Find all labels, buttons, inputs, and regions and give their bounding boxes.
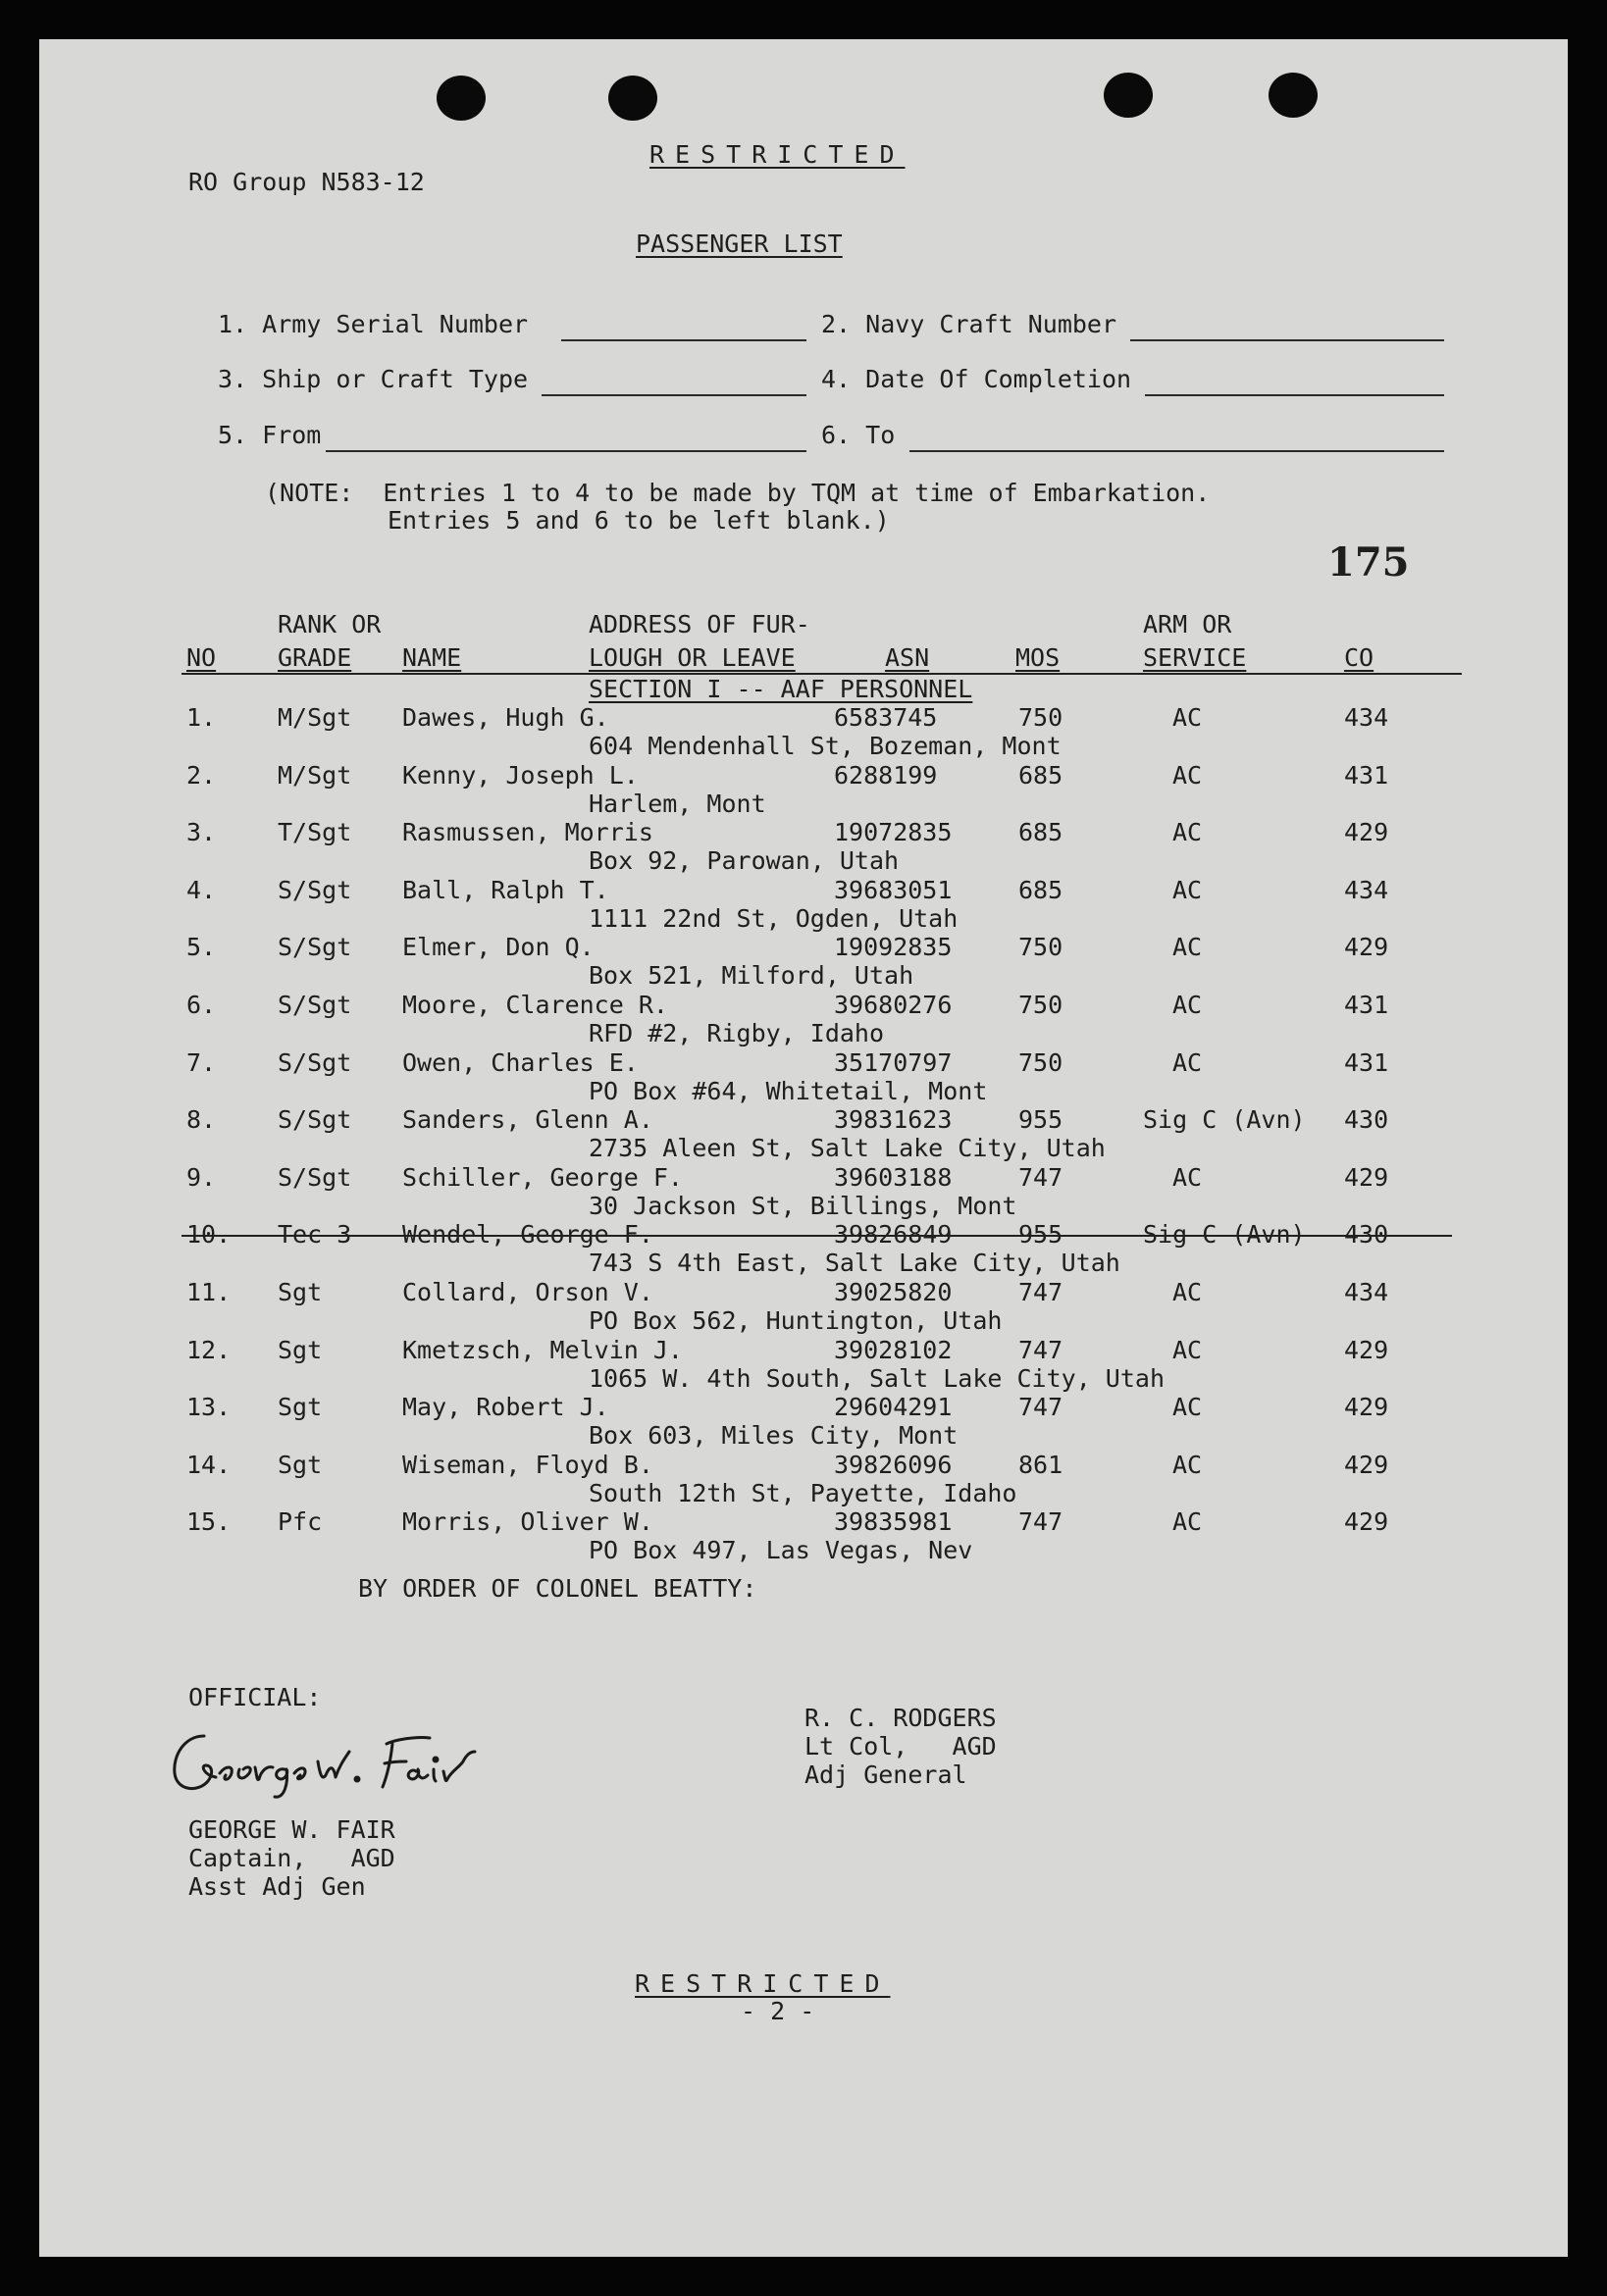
commander-title: Adj General	[804, 1760, 967, 1789]
cell-mos: 750	[1018, 1047, 1063, 1077]
cell-address: 604 Mendenhall St, Bozeman, Mont	[589, 732, 1062, 760]
cell-no: 12.	[186, 1335, 232, 1364]
header-arm-1: ARM OR	[1143, 610, 1232, 638]
header-mos: MOS	[1015, 643, 1061, 672]
cell-co: 429	[1344, 1393, 1389, 1422]
cell-arm: AC	[1172, 1278, 1203, 1306]
table-row	[39, 1163, 1568, 1220]
table-row	[39, 876, 1568, 933]
commander-name: R. C. RODGERS	[804, 1704, 997, 1732]
cell-rank: S/Sgt	[278, 1105, 352, 1135]
cell-asn: 39025820	[834, 1278, 953, 1306]
cell-asn: 29604291	[834, 1393, 953, 1422]
cell-name: Rasmussen, Morris	[402, 818, 653, 847]
cell-address: 1111 22nd St, Ogden, Utah	[589, 903, 959, 933]
cell-address: South 12th St, Payette, Idaho	[589, 1478, 1017, 1507]
cell-co: 430	[1344, 1220, 1389, 1250]
official-title: Asst Adj Gen	[188, 1872, 366, 1901]
cell-asn: 19092835	[834, 933, 953, 962]
table-row	[39, 761, 1568, 818]
field-label-from: 5. From	[218, 421, 322, 449]
cell-rank: Tec 3	[278, 1220, 352, 1250]
cell-asn: 39603188	[834, 1162, 953, 1192]
cell-name: Morris, Oliver W.	[402, 1507, 653, 1537]
field-label-army-serial: 1. Army Serial Number	[218, 310, 529, 338]
cell-co: 434	[1344, 703, 1389, 732]
cell-co: 429	[1344, 1450, 1389, 1479]
order-line: BY ORDER OF COLONEL BEATTY:	[358, 1574, 757, 1603]
official-label: OFFICIAL:	[188, 1683, 322, 1711]
table-row	[39, 1278, 1568, 1335]
document-title: PASSENGER LIST	[636, 230, 843, 258]
cell-address: Box 92, Parowan, Utah	[589, 846, 900, 876]
cell-address: PO Box #64, Whitetail, Mont	[589, 1076, 988, 1105]
classification-header: RESTRICTED	[649, 140, 906, 169]
cell-asn: 39826096	[834, 1450, 953, 1479]
table-row	[39, 1105, 1568, 1162]
section-heading: SECTION I -- AAF PERSONNEL	[589, 675, 973, 703]
table-row	[39, 818, 1568, 875]
cell-rank: M/Sgt	[278, 760, 352, 790]
cell-arm: AC	[1172, 991, 1203, 1019]
cell-co: 429	[1344, 933, 1389, 962]
commander-rank: Lt Col, AGD	[804, 1732, 997, 1760]
cell-asn: 39826849	[834, 1220, 953, 1250]
cell-arm: Sig C (Avn)	[1143, 1105, 1306, 1135]
cell-asn: 39028102	[834, 1335, 953, 1364]
field-navy-craft[interactable]	[1130, 339, 1444, 341]
signature-image	[165, 1708, 518, 1801]
cell-no: 7.	[186, 1047, 217, 1077]
header-rank-1: RANK OR	[278, 610, 382, 638]
cell-no: 6.	[186, 991, 217, 1019]
cell-mos: 750	[1018, 991, 1063, 1019]
cell-arm: AC	[1172, 1393, 1203, 1422]
cell-name: Kenny, Joseph L.	[402, 760, 639, 790]
field-ship-type[interactable]	[542, 394, 806, 396]
cell-rank: Sgt	[278, 1450, 323, 1479]
cell-co: 431	[1344, 760, 1389, 790]
cell-address: 743 S 4th East, Salt Lake City, Utah	[589, 1249, 1120, 1278]
cell-arm: AC	[1172, 875, 1203, 904]
cell-name: Kmetzsch, Melvin J.	[402, 1335, 683, 1364]
cell-address: 1065 W. 4th South, Salt Lake City, Utah	[589, 1363, 1165, 1393]
official-rank: Captain, AGD	[188, 1844, 395, 1872]
cell-mos: 685	[1018, 875, 1063, 904]
table-row	[39, 1220, 1568, 1277]
cell-rank: M/Sgt	[278, 703, 352, 732]
cell-asn: 39680276	[834, 991, 953, 1019]
cell-asn: 6288199	[834, 760, 938, 790]
cell-arm: AC	[1172, 1162, 1203, 1192]
field-date-completion[interactable]	[1145, 394, 1444, 396]
cell-address: Harlem, Mont	[589, 789, 766, 818]
cell-no: 9.	[186, 1162, 217, 1192]
cell-address: Box 603, Miles City, Mont	[589, 1421, 959, 1451]
cell-no: 1.	[186, 703, 217, 732]
cell-asn: 39683051	[834, 875, 953, 904]
field-label-navy-craft: 2. Navy Craft Number	[821, 310, 1117, 338]
cell-address: PO Box 562, Huntington, Utah	[589, 1306, 1003, 1335]
cell-address: 2735 Aleen St, Salt Lake City, Utah	[589, 1134, 1106, 1163]
cell-co: 429	[1344, 818, 1389, 847]
cell-address: RFD #2, Rigby, Idaho	[589, 1019, 885, 1047]
cell-rank: Pfc	[278, 1507, 323, 1537]
table-row	[39, 703, 1568, 760]
field-label-ship-type: 3. Ship or Craft Type	[218, 365, 529, 393]
cell-mos: 750	[1018, 703, 1063, 732]
cell-mos: 747	[1018, 1162, 1063, 1192]
cell-name: Dawes, Hugh G.	[402, 703, 609, 732]
field-from[interactable]	[326, 450, 806, 452]
cell-rank: T/Sgt	[278, 818, 352, 847]
header-name: NAME	[402, 643, 462, 672]
cell-mos: 955	[1018, 1105, 1063, 1135]
cell-name: Owen, Charles E.	[402, 1047, 639, 1077]
header-address-2: LOUGH OR LEAVE	[589, 643, 796, 672]
cell-arm: AC	[1172, 818, 1203, 847]
cell-arm: AC	[1172, 703, 1203, 732]
header-rank-2: GRADE	[278, 643, 352, 672]
cell-mos: 955	[1018, 1220, 1063, 1250]
cell-rank: S/Sgt	[278, 933, 352, 962]
cell-name: Wiseman, Floyd B.	[402, 1450, 653, 1479]
cell-name: Wendel, George F.	[402, 1220, 653, 1250]
classification-footer: RESTRICTED	[635, 1969, 891, 1998]
cell-co: 429	[1344, 1335, 1389, 1364]
cell-co: 434	[1344, 875, 1389, 904]
header-address-1: ADDRESS OF FUR-	[589, 610, 810, 638]
note-line-2: Entries 5 and 6 to be left blank.)	[388, 506, 890, 535]
cell-rank: S/Sgt	[278, 875, 352, 904]
table-row	[39, 933, 1568, 990]
cell-address: Box 521, Milford, Utah	[589, 961, 914, 991]
field-label-to: 6. To	[821, 421, 896, 449]
cell-arm: AC	[1172, 1047, 1203, 1077]
cell-co: 431	[1344, 991, 1389, 1019]
cell-mos: 685	[1018, 818, 1063, 847]
cell-rank: Sgt	[278, 1335, 323, 1364]
cell-no: 3.	[186, 818, 217, 847]
cell-co: 429	[1344, 1507, 1389, 1537]
cell-rank: Sgt	[278, 1278, 323, 1306]
official-name: GEORGE W. FAIR	[188, 1815, 395, 1844]
table-row	[39, 1048, 1568, 1105]
cell-mos: 685	[1018, 760, 1063, 790]
page-number-stamp: 175	[1327, 539, 1410, 586]
note-line-1: (NOTE: Entries 1 to 4 to be made by TQM at time of Embarkation.	[265, 479, 1211, 507]
cell-name: Collard, Orson V.	[402, 1278, 653, 1306]
field-label-date-completion: 4. Date Of Completion	[821, 365, 1132, 393]
punch-hole	[608, 76, 657, 121]
field-to[interactable]	[909, 450, 1444, 452]
cell-co: 430	[1344, 1105, 1389, 1135]
cell-mos: 747	[1018, 1507, 1063, 1537]
cell-rank: Sgt	[278, 1393, 323, 1422]
cell-name: Moore, Clarence R.	[402, 991, 668, 1019]
cell-name: Sanders, Glenn A.	[402, 1105, 653, 1135]
cell-mos: 747	[1018, 1393, 1063, 1422]
cell-no: 5.	[186, 933, 217, 962]
document-page	[39, 39, 1568, 2257]
table-row	[39, 991, 1568, 1047]
signature-text: George W. Fair	[165, 1708, 297, 1726]
cell-arm: Sig C (Avn)	[1143, 1220, 1306, 1250]
cell-arm: AC	[1172, 933, 1203, 962]
cell-co: 429	[1344, 1162, 1389, 1192]
header-co: CO	[1344, 643, 1374, 672]
cell-no: 2.	[186, 760, 217, 790]
field-army-serial[interactable]	[561, 339, 806, 341]
cell-rank: S/Sgt	[278, 1162, 352, 1192]
cell-asn: 6583745	[834, 703, 938, 732]
cell-name: May, Robert J.	[402, 1393, 609, 1422]
cell-arm: AC	[1172, 1507, 1203, 1537]
cell-asn: 39835981	[834, 1507, 953, 1537]
cell-name: Ball, Ralph T.	[402, 875, 609, 904]
cell-no: 11.	[186, 1278, 232, 1306]
cell-rank: S/Sgt	[278, 991, 352, 1019]
cell-arm: AC	[1172, 1450, 1203, 1479]
cell-address: PO Box 497, Las Vegas, Nev	[589, 1536, 973, 1565]
punch-hole	[437, 76, 486, 121]
cell-no: 10.	[186, 1220, 232, 1250]
header-no: NO	[186, 643, 217, 672]
header-asn: ASN	[885, 643, 930, 672]
cell-no: 15.	[186, 1507, 232, 1537]
cell-arm: AC	[1172, 1335, 1203, 1364]
cell-name: Elmer, Don Q.	[402, 933, 595, 962]
cell-mos: 750	[1018, 933, 1063, 962]
cell-no: 8.	[186, 1105, 217, 1135]
cell-asn: 39831623	[834, 1105, 953, 1135]
cell-no: 4.	[186, 875, 217, 904]
punch-hole	[1269, 73, 1318, 118]
cell-rank: S/Sgt	[278, 1047, 352, 1077]
header-arm-2: SERVICE	[1143, 643, 1247, 672]
strike-through-line	[181, 1235, 1452, 1237]
table-row	[39, 1393, 1568, 1450]
cell-mos: 747	[1018, 1278, 1063, 1306]
page-number: - 2 -	[741, 1997, 815, 2025]
cell-mos: 747	[1018, 1335, 1063, 1364]
table-row	[39, 1507, 1568, 1564]
table-row	[39, 1451, 1568, 1507]
table-row	[39, 1336, 1568, 1393]
cell-name: Schiller, George F.	[402, 1162, 683, 1192]
cell-address: 30 Jackson St, Billings, Mont	[589, 1191, 1017, 1220]
punch-hole	[1104, 73, 1153, 118]
cell-co: 434	[1344, 1278, 1389, 1306]
cell-arm: AC	[1172, 760, 1203, 790]
cell-no: 14.	[186, 1450, 232, 1479]
cell-no: 13.	[186, 1393, 232, 1422]
cell-co: 431	[1344, 1047, 1389, 1077]
cell-asn: 19072835	[834, 818, 953, 847]
cell-mos: 861	[1018, 1450, 1063, 1479]
cell-asn: 35170797	[834, 1047, 953, 1077]
group-reference: RO Group N583-12	[188, 168, 425, 196]
